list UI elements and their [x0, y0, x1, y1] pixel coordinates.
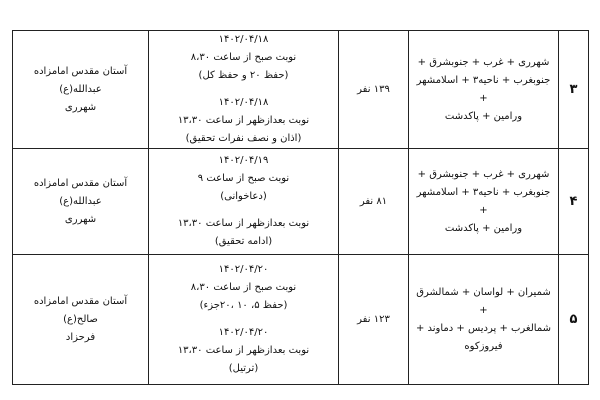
table-row [13, 31, 589, 149]
region-line: جنوبغرب + ناحیه۳ + اسلامشهر + [416, 74, 551, 104]
venue-location: شهرری [64, 213, 97, 225]
session-time: نوبت بعدازظهر از ساعت ۱۳،۳۰ [177, 115, 310, 126]
region-line: ورامین + پاکدشت [444, 222, 523, 234]
venue-cell [13, 255, 149, 385]
session-times-cell [149, 31, 339, 149]
region-line: فیروزکوه [464, 340, 503, 352]
regions-cell [409, 149, 559, 255]
venue-cell [13, 149, 149, 255]
session-time: نوبت صبح از ساعت ۹ [197, 173, 290, 184]
session-time: نوبت بعدازظهر از ساعت ۱۳،۳۰ [177, 345, 310, 356]
region-line: جنوبغرب + ناحیه۳ + اسلامشهر + [416, 186, 551, 216]
session-time: نوبت بعدازظهر از ساعت ۱۳،۳۰ [177, 218, 310, 229]
venue-saint: عبدالله(ع) [59, 195, 102, 207]
row-number: ۳ [559, 31, 589, 149]
session-time: نوبت صبح از ساعت ۸،۳۰ [190, 52, 297, 63]
regions-cell [409, 255, 559, 385]
schedule-table [12, 30, 589, 385]
region-line: شمالغرب + پردیس + دماوند + [415, 322, 552, 334]
venue-saint: عبدالله(ع) [59, 83, 102, 95]
session-date: ۱۴۰۲/۰۴/۲۰ [218, 327, 269, 338]
session-date: ۱۴۰۲/۰۴/۱۸ [218, 34, 269, 45]
session-times-cell [149, 149, 339, 255]
row-number: ۴ [559, 149, 589, 255]
participant-count: ۱۲۳ نفر [339, 255, 409, 385]
region-line: شمیران + لواسان + شمالشرق + [416, 286, 551, 316]
session-topic: (حفظ ۲۰ و حفظ کل) [198, 70, 289, 81]
session-topic: (دعاخوانی) [220, 191, 267, 202]
participant-count: ۱۳۹ نفر [339, 31, 409, 149]
venue-saint: صالح(ع) [63, 313, 98, 325]
session-times-cell [149, 255, 339, 385]
session-date: ۱۴۰۲/۰۴/۲۰ [218, 264, 269, 275]
session-topic: (ادامه تحقیق) [214, 236, 273, 247]
regions-cell [409, 31, 559, 149]
venue-location: شهرری [64, 101, 97, 113]
row-number: ۵ [559, 255, 589, 385]
session-date: ۱۴۰۲/۰۴/۱۹ [218, 155, 269, 166]
session-topic: (اذان و نصف نفرات تحقیق) [185, 133, 302, 144]
venue-location: فرحزاد [65, 331, 96, 343]
session-time: نوبت صبح از ساعت ۸،۳۰ [190, 282, 297, 293]
participant-count: ۸۱ نفر [339, 149, 409, 255]
region-line: شهرری + غرب + جنوبشرق + [417, 56, 550, 68]
venue-cell [13, 31, 149, 149]
table-row [13, 255, 589, 385]
region-line: شهرری + غرب + جنوبشرق + [417, 168, 550, 180]
session-topic: (حفظ ۵، ۱۰ ،۲۰جزء) [199, 300, 288, 311]
venue-name: آستان مقدس امامزاده [33, 177, 128, 189]
venue-name: آستان مقدس امامزاده [33, 65, 128, 77]
venue-name: آستان مقدس امامزاده [33, 295, 128, 307]
region-line: ورامین + پاکدشت [444, 110, 523, 122]
session-topic: (ترتیل) [228, 363, 259, 374]
table-row [13, 149, 589, 255]
session-date: ۱۴۰۲/۰۴/۱۸ [218, 97, 269, 108]
